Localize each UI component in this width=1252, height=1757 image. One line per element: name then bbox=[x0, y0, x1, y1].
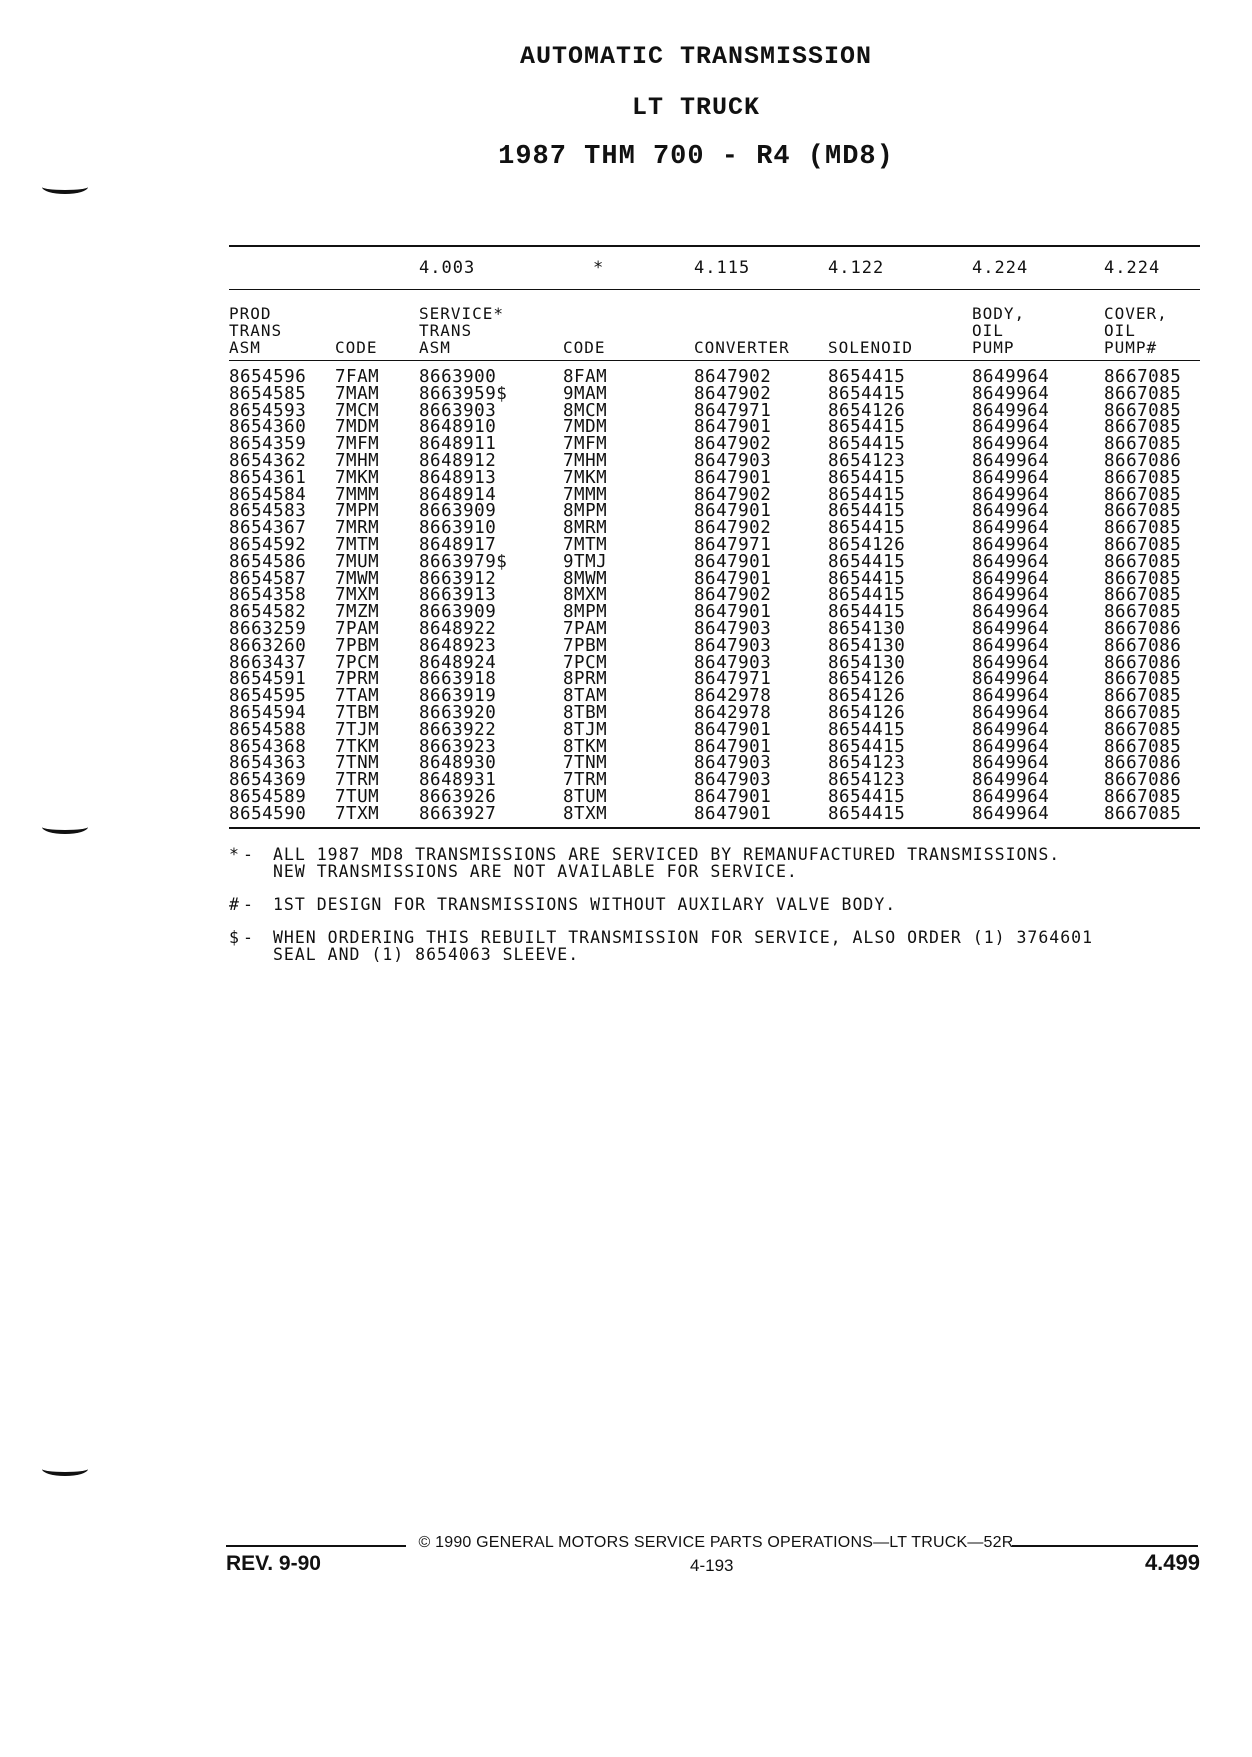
table-cell: 8649964 bbox=[972, 469, 1050, 487]
table-cell: 8647901 bbox=[694, 469, 772, 487]
table-cell: 8654367 bbox=[229, 520, 307, 537]
binder-hole-mark bbox=[42, 180, 88, 194]
table-cell: 7MTM bbox=[335, 536, 380, 554]
table-cell: 8654585 bbox=[229, 385, 307, 403]
catalog-number-cell: 4.224 bbox=[972, 258, 1029, 278]
table-cell: 8654130 bbox=[828, 654, 906, 672]
footnote-dash: - bbox=[243, 845, 254, 864]
table-cell: 7MMM bbox=[563, 486, 608, 504]
table-cell: 8654415 bbox=[828, 436, 906, 453]
page-subtitle: LT TRUCK bbox=[631, 93, 761, 122]
table-cell: 8654123 bbox=[828, 452, 906, 470]
table-cell: 8647901 bbox=[694, 553, 772, 571]
table-row bbox=[229, 470, 1200, 487]
table-cell: 8MRM bbox=[563, 520, 608, 537]
table-cell: 8649964 bbox=[972, 755, 1050, 773]
table-cell: 8647971 bbox=[694, 536, 772, 554]
table-cell: 8667085 bbox=[1104, 704, 1182, 722]
table-cell: 7PAM bbox=[563, 620, 608, 638]
table-cell: 8667086 bbox=[1104, 772, 1182, 789]
table-cell: 7MDM bbox=[563, 419, 608, 437]
table-row bbox=[229, 369, 1200, 386]
table-cell: 8654595 bbox=[229, 688, 307, 705]
footnote-text: ALL 1987 MD8 TRANSMISSIONS ARE SERVICED BY REMANUFACTURED TRANSMISSIONS. NEW TRANSMISSIONS ARE NOT AVAILABLE FOR SERVICE. bbox=[273, 845, 1061, 881]
table-cell: 7MFM bbox=[563, 436, 608, 453]
column-header: SERVICE* TRANS ASM bbox=[419, 305, 505, 356]
table-cell: 7TNM bbox=[335, 755, 380, 773]
table-cell: 8647903 bbox=[694, 755, 772, 773]
table-cell: 8654123 bbox=[828, 772, 906, 789]
footnote bbox=[229, 846, 1209, 880]
table-cell: 8654593 bbox=[229, 402, 307, 420]
table-row bbox=[229, 386, 1200, 403]
footnote-dash: - bbox=[243, 895, 254, 914]
table-cell: 8TXM bbox=[563, 805, 608, 823]
table-cell: 7MAM bbox=[335, 385, 380, 403]
table-cell: 8649964 bbox=[972, 704, 1050, 722]
table-cell: 8649964 bbox=[972, 570, 1050, 588]
table-cell: 8MWM bbox=[563, 570, 608, 588]
table-cell: 7MHM bbox=[563, 452, 608, 470]
table-cell: 7TJM bbox=[335, 721, 380, 739]
table-cell: 8654358 bbox=[229, 587, 307, 605]
table-cell: 7MWM bbox=[335, 570, 380, 588]
table-cell: 8647903 bbox=[694, 452, 772, 470]
table-cell: 8647901 bbox=[694, 738, 772, 756]
table-cell: 8654415 bbox=[828, 486, 906, 504]
table-cell: 8667085 bbox=[1104, 520, 1182, 537]
table-cell: 8649964 bbox=[972, 419, 1050, 437]
footnote-text: WHEN ORDERING THIS REBUILT TRANSMISSION FOR SERVICE, ALSO ORDER (1) 3764601 SEAL AND (1) 8654063 SLEEVE. bbox=[273, 928, 1094, 964]
table-cell: 8654592 bbox=[229, 536, 307, 554]
table-cell: 8649964 bbox=[972, 385, 1050, 403]
column-header: CODE bbox=[563, 339, 606, 356]
page-title: AUTOMATIC TRANSMISSION bbox=[519, 42, 873, 71]
table-cell: 8649964 bbox=[972, 553, 1050, 571]
table-cell: 8663979$ bbox=[419, 553, 508, 571]
column-header: PROD TRANS ASM bbox=[229, 305, 283, 356]
table-cell: 8649964 bbox=[972, 637, 1050, 655]
table-row bbox=[229, 554, 1200, 571]
table-cell: 8649964 bbox=[972, 671, 1050, 689]
table-row bbox=[229, 806, 1200, 823]
table-cell: 8663900 bbox=[419, 369, 497, 386]
footnote-mark: $ bbox=[229, 928, 240, 947]
table-row bbox=[229, 604, 1200, 621]
table-row bbox=[229, 638, 1200, 655]
table-cell: 8648912 bbox=[419, 452, 497, 470]
table-cell: 8654415 bbox=[828, 570, 906, 588]
table-cell: 8654363 bbox=[229, 755, 307, 773]
table-cell: 8649964 bbox=[972, 688, 1050, 705]
table-cell: 8648922 bbox=[419, 620, 497, 638]
table-cell: 8667085 bbox=[1104, 788, 1182, 806]
table-cell: 8654130 bbox=[828, 620, 906, 638]
table-row bbox=[229, 772, 1200, 789]
catalog-number-cell: 4.224 bbox=[1104, 258, 1161, 278]
table-cell: 8649964 bbox=[972, 436, 1050, 453]
table-cell: 7TAM bbox=[335, 688, 380, 705]
table-cell: 8648924 bbox=[419, 654, 497, 672]
table-cell: 8654415 bbox=[828, 788, 906, 806]
table-cell: 8648917 bbox=[419, 536, 497, 554]
table-cell: 8647901 bbox=[694, 570, 772, 588]
column-header: BODY, OIL PUMP bbox=[972, 305, 1026, 356]
table-cell: 8648913 bbox=[419, 469, 497, 487]
table-cell: 8667085 bbox=[1104, 688, 1182, 705]
table-cell: 7PRM bbox=[335, 671, 380, 689]
table-cell: 8663909 bbox=[419, 503, 497, 521]
table-row bbox=[229, 655, 1200, 672]
table-cell: 7MHM bbox=[335, 452, 380, 470]
sub-page-number: 4-193 bbox=[690, 1556, 734, 1575]
table-cell: 7MKM bbox=[563, 469, 608, 487]
table-cell: 7MZM bbox=[335, 604, 380, 621]
table-cell: 8MXM bbox=[563, 587, 608, 605]
table-cell: 8667085 bbox=[1104, 436, 1182, 453]
table-row bbox=[229, 587, 1200, 604]
table-cell: 8649964 bbox=[972, 587, 1050, 605]
table-row bbox=[229, 403, 1200, 420]
table-cell: 7PBM bbox=[563, 637, 608, 655]
table-row bbox=[229, 739, 1200, 756]
table-row bbox=[229, 722, 1200, 739]
table-cell: 7TXM bbox=[335, 805, 380, 823]
table-cell: 8647902 bbox=[694, 520, 772, 537]
table-cell: 8663912 bbox=[419, 570, 497, 588]
table-cell: 8663259 bbox=[229, 620, 307, 638]
table-cell: 8654369 bbox=[229, 772, 307, 789]
table-cell: 8667085 bbox=[1104, 805, 1182, 823]
table-cell: 8667085 bbox=[1104, 721, 1182, 739]
table-cell: 8647903 bbox=[694, 654, 772, 672]
table-cell: 7MFM bbox=[335, 436, 380, 453]
table-cell: 9TMJ bbox=[563, 553, 608, 571]
table-row bbox=[229, 503, 1200, 520]
model-title: 1987 THM 700 - R4 (MD8) bbox=[498, 142, 894, 172]
table-cell: 8654415 bbox=[828, 738, 906, 756]
table-cell: 8648923 bbox=[419, 637, 497, 655]
table-cell: 8647901 bbox=[694, 419, 772, 437]
table-cell: 8663913 bbox=[419, 587, 497, 605]
table-cell: 8647902 bbox=[694, 587, 772, 605]
table-cell: 7TRM bbox=[335, 772, 380, 789]
table-cell: 8649964 bbox=[972, 721, 1050, 739]
table-cell: 8667086 bbox=[1104, 620, 1182, 638]
table-row bbox=[229, 487, 1200, 504]
column-header-row bbox=[229, 290, 1200, 361]
table-cell: 8667085 bbox=[1104, 385, 1182, 403]
table-cell: 8649964 bbox=[972, 402, 1050, 420]
table-cell: 8654415 bbox=[828, 369, 906, 386]
footnote bbox=[229, 896, 1209, 913]
table-cell: 8654360 bbox=[229, 419, 307, 437]
table-cell: 7PCM bbox=[563, 654, 608, 672]
table-cell: 8667085 bbox=[1104, 536, 1182, 554]
table-cell: 8667085 bbox=[1104, 553, 1182, 571]
table-row bbox=[229, 453, 1200, 470]
table-cell: 8649964 bbox=[972, 520, 1050, 537]
table-cell: 8667085 bbox=[1104, 402, 1182, 420]
table-cell: 8648911 bbox=[419, 436, 497, 453]
table-cell: 8654126 bbox=[828, 402, 906, 420]
table-cell: 8647903 bbox=[694, 637, 772, 655]
table-cell: 8654415 bbox=[828, 469, 906, 487]
table-row bbox=[229, 789, 1200, 806]
table-cell: 8654587 bbox=[229, 570, 307, 588]
table-cell: 8654596 bbox=[229, 369, 307, 386]
table-cell: 7MUM bbox=[335, 553, 380, 571]
table-cell: 7MMM bbox=[335, 486, 380, 504]
column-header: CONVERTER bbox=[694, 339, 790, 356]
table-cell: 8654123 bbox=[828, 755, 906, 773]
table-cell: 8663909 bbox=[419, 604, 497, 621]
table-cell: 8667086 bbox=[1104, 452, 1182, 470]
table-row bbox=[229, 705, 1200, 722]
table-cell: 8663923 bbox=[419, 738, 497, 756]
table-cell: 8648914 bbox=[419, 486, 497, 504]
table-cell: 8663959$ bbox=[419, 385, 508, 403]
table-cell: 8667085 bbox=[1104, 469, 1182, 487]
table-cell: 8663920 bbox=[419, 704, 497, 722]
table-cell: 8PRM bbox=[563, 671, 608, 689]
footnote-mark: # bbox=[229, 895, 240, 914]
table-cell: 8MCM bbox=[563, 402, 608, 420]
table-cell: 8649964 bbox=[972, 805, 1050, 823]
footnote bbox=[229, 929, 1209, 963]
table-cell: 8654415 bbox=[828, 520, 906, 537]
table-cell: 8647901 bbox=[694, 805, 772, 823]
binder-hole-mark bbox=[42, 820, 88, 834]
table-cell: 8647971 bbox=[694, 402, 772, 420]
page-number: 4.499 bbox=[1144, 1550, 1200, 1575]
table-cell: 8TJM bbox=[563, 721, 608, 739]
table-cell: 8654368 bbox=[229, 738, 307, 756]
table-cell: 8648910 bbox=[419, 419, 497, 437]
table-cell: 8TUM bbox=[563, 788, 608, 806]
table-cell: 8647903 bbox=[694, 772, 772, 789]
table-cell: 8649964 bbox=[972, 738, 1050, 756]
table-cell: 8654415 bbox=[828, 419, 906, 437]
table-cell: 8654590 bbox=[229, 805, 307, 823]
table-row bbox=[229, 520, 1200, 537]
table-cell: 8647902 bbox=[694, 486, 772, 504]
table-cell: 8649964 bbox=[972, 369, 1050, 386]
table-cell: 8TAM bbox=[563, 688, 608, 705]
table-cell: 8667086 bbox=[1104, 755, 1182, 773]
table-cell: 8654415 bbox=[828, 553, 906, 571]
footnote-mark: * bbox=[229, 845, 240, 864]
table-cell: 8647901 bbox=[694, 503, 772, 521]
catalog-number-cell: 4.122 bbox=[828, 258, 885, 278]
table-cell: 8667085 bbox=[1104, 503, 1182, 521]
table-cell: 8MPM bbox=[563, 604, 608, 621]
table-cell: 8663903 bbox=[419, 402, 497, 420]
table-cell: 8667085 bbox=[1104, 486, 1182, 504]
table-cell: 8667085 bbox=[1104, 587, 1182, 605]
table-row bbox=[229, 671, 1200, 688]
table-cell: 8649964 bbox=[972, 620, 1050, 638]
catalog-number-cell: 4.115 bbox=[694, 258, 751, 278]
table-cell: 8647971 bbox=[694, 671, 772, 689]
footnote-dash: - bbox=[243, 928, 254, 947]
table-cell: 8654589 bbox=[229, 788, 307, 806]
table-cell: 8667085 bbox=[1104, 369, 1182, 386]
copyright-text: © 1990 GENERAL MOTORS SERVICE PARTS OPERATIONS—LT TRUCK—52R bbox=[418, 1534, 1014, 1551]
table-cell: 8649964 bbox=[972, 503, 1050, 521]
table-cell: 8663918 bbox=[419, 671, 497, 689]
footer-rule-left bbox=[226, 1545, 406, 1547]
table-cell: 8MPM bbox=[563, 503, 608, 521]
table-row bbox=[229, 537, 1200, 554]
revision-label: REV. 9-90 bbox=[226, 1552, 321, 1575]
table-cell: 8FAM bbox=[563, 369, 608, 386]
table-cell: 8654415 bbox=[828, 587, 906, 605]
table-cell: 8654130 bbox=[828, 637, 906, 655]
table-cell: 8TBM bbox=[563, 704, 608, 722]
table-cell: 8654126 bbox=[828, 536, 906, 554]
table-cell: 8649964 bbox=[972, 536, 1050, 554]
table-cell: 7MKM bbox=[335, 469, 380, 487]
table-cell: 8663922 bbox=[419, 721, 497, 739]
table-cell: 7TNM bbox=[563, 755, 608, 773]
table-row bbox=[229, 419, 1200, 436]
table-cell: 7TRM bbox=[563, 772, 608, 789]
table-cell: 8654415 bbox=[828, 604, 906, 621]
catalog-number-cell: * bbox=[593, 258, 605, 278]
table-cell: 8654415 bbox=[828, 385, 906, 403]
table-cell: 7TBM bbox=[335, 704, 380, 722]
table-cell: 8649964 bbox=[972, 486, 1050, 504]
table-cell: 8654362 bbox=[229, 452, 307, 470]
table-cell: 8663437 bbox=[229, 654, 307, 672]
column-header: COVER, OIL PUMP# bbox=[1104, 305, 1168, 356]
table-cell: 8667086 bbox=[1104, 654, 1182, 672]
table-cell: 8654586 bbox=[229, 553, 307, 571]
table-cell: 8663926 bbox=[419, 788, 497, 806]
table-cell: 7MXM bbox=[335, 587, 380, 605]
table-cell: 8667085 bbox=[1104, 738, 1182, 756]
table-body bbox=[229, 361, 1200, 827]
table-cell: 8654126 bbox=[828, 704, 906, 722]
table-cell: 7MTM bbox=[563, 536, 608, 554]
table-row bbox=[229, 621, 1200, 638]
table-row bbox=[229, 436, 1200, 453]
table-row bbox=[229, 688, 1200, 705]
table-cell: 7MCM bbox=[335, 402, 380, 420]
table-cell: 8654126 bbox=[828, 688, 906, 705]
table-cell: 7TUM bbox=[335, 788, 380, 806]
catalog-number-row bbox=[229, 247, 1200, 290]
table-cell: 8667085 bbox=[1104, 671, 1182, 689]
column-header: CODE bbox=[335, 339, 378, 356]
table-cell: 8654584 bbox=[229, 486, 307, 504]
table-cell: 8649964 bbox=[972, 772, 1050, 789]
table-cell: 8TKM bbox=[563, 738, 608, 756]
table-row bbox=[229, 755, 1200, 772]
table-cell: 8649964 bbox=[972, 452, 1050, 470]
table-cell: 8654415 bbox=[828, 721, 906, 739]
table-cell: 8654415 bbox=[828, 503, 906, 521]
table-cell: 7TKM bbox=[335, 738, 380, 756]
table-cell: 8654415 bbox=[828, 805, 906, 823]
table-cell: 8649964 bbox=[972, 604, 1050, 621]
table-cell: 8663919 bbox=[419, 688, 497, 705]
footnotes bbox=[229, 846, 1209, 979]
footnote-text: 1ST DESIGN FOR TRANSMISSIONS WITHOUT AUXILARY VALVE BODY. bbox=[273, 895, 897, 914]
table-cell: 8654126 bbox=[828, 671, 906, 689]
table-row bbox=[229, 571, 1200, 588]
table-cell: 8648930 bbox=[419, 755, 497, 773]
table-cell: 8649964 bbox=[972, 788, 1050, 806]
table-cell: 8647903 bbox=[694, 620, 772, 638]
parts-table bbox=[229, 245, 1200, 829]
table-cell: 8663927 bbox=[419, 805, 497, 823]
footer-rule-right bbox=[1012, 1545, 1198, 1547]
table-cell: 8654361 bbox=[229, 469, 307, 487]
table-cell: 8654588 bbox=[229, 721, 307, 739]
table-cell: 8654591 bbox=[229, 671, 307, 689]
table-cell: 9MAM bbox=[563, 385, 608, 403]
table-cell: 8647902 bbox=[694, 436, 772, 453]
table-cell: 7MDM bbox=[335, 419, 380, 437]
table-cell: 8642978 bbox=[694, 704, 772, 722]
table-cell: 8654359 bbox=[229, 436, 307, 453]
table-cell: 8647901 bbox=[694, 721, 772, 739]
column-header: SOLENOID bbox=[828, 339, 914, 356]
table-cell: 7PAM bbox=[335, 620, 380, 638]
table-cell: 8647902 bbox=[694, 385, 772, 403]
table-cell: 8642978 bbox=[694, 688, 772, 705]
table-cell: 7FAM bbox=[335, 369, 380, 386]
table-cell: 8667086 bbox=[1104, 637, 1182, 655]
table-cell: 8654583 bbox=[229, 503, 307, 521]
table-cell: 8654594 bbox=[229, 704, 307, 722]
table-cell: 8667085 bbox=[1104, 419, 1182, 437]
table-cell: 8649964 bbox=[972, 654, 1050, 672]
table-cell: 8667085 bbox=[1104, 570, 1182, 588]
table-cell: 8647901 bbox=[694, 604, 772, 621]
table-cell: 8663260 bbox=[229, 637, 307, 655]
table-cell: 7MRM bbox=[335, 520, 380, 537]
table-cell: 8654582 bbox=[229, 604, 307, 621]
table-cell: 7PCM bbox=[335, 654, 380, 672]
table-cell: 8647901 bbox=[694, 788, 772, 806]
table-cell: 8667085 bbox=[1104, 604, 1182, 621]
binder-hole-mark bbox=[42, 1462, 88, 1476]
table-cell: 8663910 bbox=[419, 520, 497, 537]
table-cell: 7MPM bbox=[335, 503, 380, 521]
table-cell: 8648931 bbox=[419, 772, 497, 789]
table-cell: 7PBM bbox=[335, 637, 380, 655]
table-cell: 8647902 bbox=[694, 369, 772, 386]
catalog-number-cell: 4.003 bbox=[419, 258, 476, 278]
